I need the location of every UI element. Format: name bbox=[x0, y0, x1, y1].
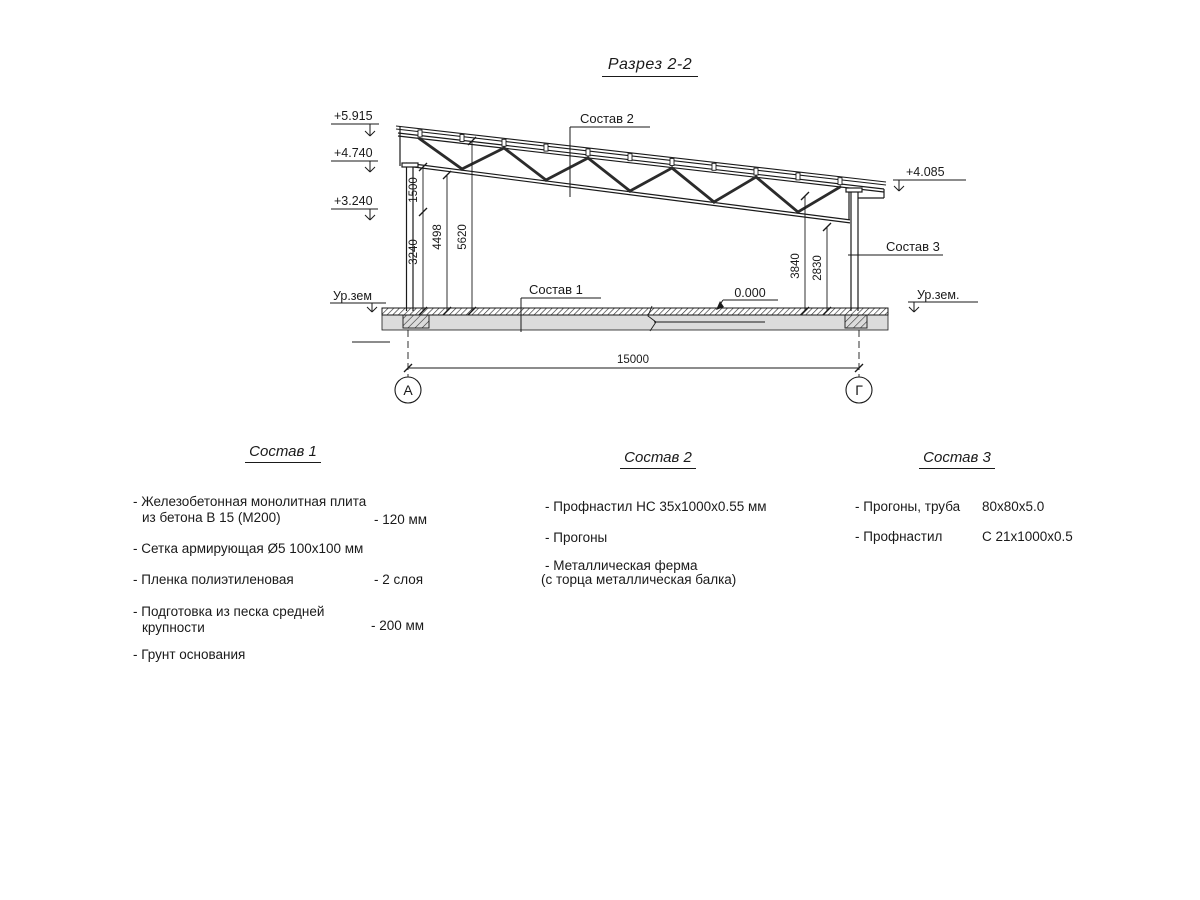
sostav1-item-4-line1: - Подготовка из песка средней bbox=[133, 604, 325, 619]
section-drawing bbox=[0, 0, 1200, 430]
callout-sostav3-label: Состав 3 bbox=[886, 239, 940, 254]
elevation-label-3240: +3.240 bbox=[334, 194, 373, 208]
elevation-label-5915: +5.915 bbox=[334, 109, 373, 123]
sostav1-item-2-line1: - Сетка армирующая Ø5 100x100 мм bbox=[133, 541, 364, 556]
drawing-title: Разрез 2-2 bbox=[602, 56, 698, 77]
sostav1-item-1-value: - 120 мм bbox=[374, 512, 428, 527]
dim-lines-right bbox=[805, 196, 827, 311]
ground-mark-right bbox=[908, 302, 978, 312]
elevation-mark-4740 bbox=[331, 161, 378, 172]
sostav1-item-4-line2: крупности bbox=[142, 620, 205, 635]
truss-bottom-chord bbox=[406, 163, 850, 223]
sostav1-item-3-value: - 2 слоя bbox=[374, 572, 424, 587]
sostav2-item-3-line1: - Металлическая ферма bbox=[545, 558, 698, 573]
dim-ticks-right bbox=[801, 192, 831, 315]
dim-label-3840: 3840 bbox=[790, 253, 802, 279]
sostav3-item-1-line1: - Прогоны, труба bbox=[855, 499, 961, 514]
sostav1-item-5-line1: - Грунт основания bbox=[133, 647, 246, 662]
dim-label-1500: 1500 bbox=[408, 177, 420, 203]
elevation-mark-3240 bbox=[331, 209, 378, 220]
sostav3-item-2-line1: - Профнастил bbox=[855, 529, 943, 544]
sostav1-item-4-value: - 200 мм bbox=[371, 618, 425, 633]
sostav2-item-1-line1: - Профнастил НС 35x1000x0.55 мм bbox=[545, 499, 767, 514]
foundation-left bbox=[403, 315, 429, 328]
sostav2-item-2-line1: - Прогоны bbox=[545, 530, 608, 545]
sostav3-title: Состав 3 bbox=[919, 449, 995, 469]
elevation-mark-4085 bbox=[893, 180, 966, 191]
sostav1-item-3-line1: - Пленка полиэтиленовая bbox=[133, 572, 294, 587]
zero-level-label: 0.000 bbox=[734, 286, 766, 300]
elevation-mark-5915 bbox=[331, 124, 379, 136]
ground-label-left: Ур.зем bbox=[333, 289, 372, 303]
sostav2-item-3-line2: (с торца металлическая балка) bbox=[541, 572, 737, 587]
elevation-label-4085: +4.085 bbox=[906, 165, 945, 179]
sostav1-item-1-line1: - Железобетонная монолитная плита bbox=[133, 494, 367, 509]
dim-label-4498: 4498 bbox=[432, 224, 444, 250]
sostav3-item-1-value: 80x80x5.0 bbox=[982, 499, 1045, 514]
callout-sostav2-label: Состав 2 bbox=[580, 111, 634, 126]
axis-label-left: А bbox=[403, 382, 413, 398]
elevation-label-4740: +4.740 bbox=[334, 146, 373, 160]
dim-label-5620: 5620 bbox=[457, 224, 469, 250]
ground-mark-left bbox=[330, 303, 386, 312]
dim-label-2830: 2830 bbox=[812, 255, 824, 281]
callout-sostav1-label: Состав 1 bbox=[529, 282, 583, 297]
foundation-right bbox=[845, 315, 867, 328]
sostav1-item-1-line2: из бетона В 15 (М200) bbox=[142, 510, 281, 525]
slab-hatch-strip bbox=[382, 308, 888, 315]
sostav1-title: Состав 1 bbox=[245, 443, 321, 463]
sostav2-title: Состав 2 bbox=[620, 449, 696, 469]
axis-label-right: Г bbox=[855, 382, 863, 398]
roof-sheeting bbox=[396, 126, 886, 185]
ground-label-right: Ур.зем. bbox=[917, 288, 960, 302]
dim-label-span: 15000 bbox=[617, 354, 649, 366]
slab-body bbox=[382, 315, 888, 330]
sostav2-title-wrap bbox=[598, 449, 718, 469]
sostav3-item-2-value: С 21x1000x0.5 bbox=[982, 529, 1073, 544]
floor-slab bbox=[352, 306, 888, 342]
sostav3-title-wrap bbox=[897, 449, 1017, 469]
dim-label-3240: 3240 bbox=[408, 239, 420, 265]
sostav1-title-wrap bbox=[223, 443, 343, 463]
